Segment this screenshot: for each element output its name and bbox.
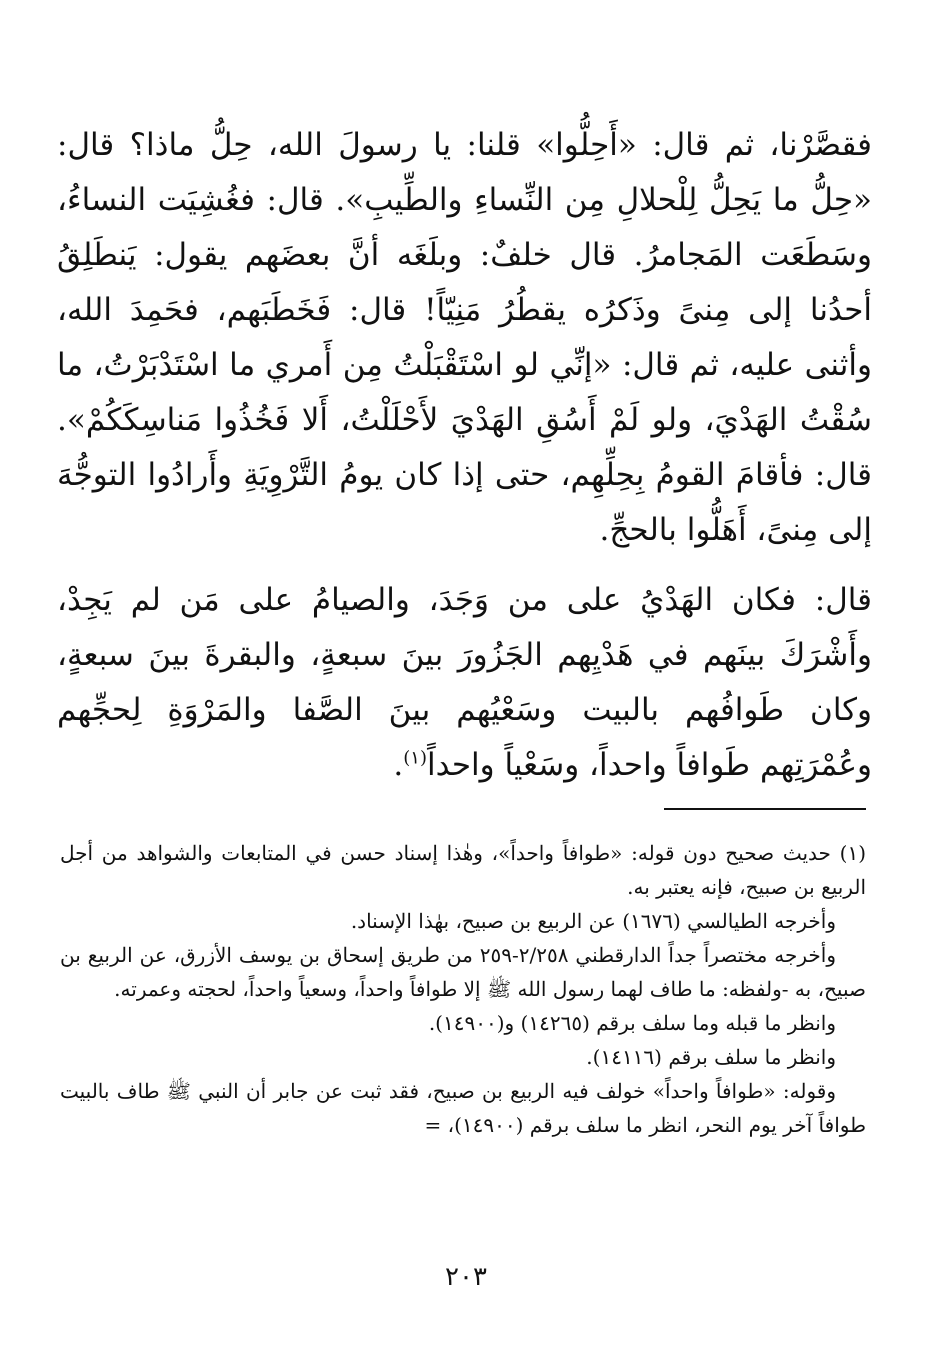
main-paragraph-1: فقصَّرْنا، ثم قال: «أَحِلُّوا» قلنا: يا رسولَ الله، حِلُّ ماذا؟ قال: «حِلُّ ما يَحِلُّ لِلْحلالِ مِن النِّساءِ والطِّيبِ». قال: فغُشِيَت النساءُ، وسَطَعَت المَجامرُ. قال خلفٌ: وبلَغَه أنَّ بعضَهم يقول: يَنطَلِقُ أحدُنا إلى مِنىً وذَكرُه يقطُرُ مَنِيّاً! قال: فَخَطَبَهم، فحَمِدَ الله، وأثنى عليه، ثم قال: «إنِّي لو اسْتَقْبَلْتُ مِن أَمري ما اسْتَدْبَرْتُ، ما سُقْتُ الهَدْيَ، ولو لَمْ أَسُقِ الهَدْيَ لأَحْلَلْتُ، أَلا فَخُذُوا مَناسِكَكُمْ». قال: فأقامَ القومُ بِحِلِّهِم، حتى إذا كان يومُ التَّرْوِيَةِ وأَرادُوا التوجُّهَ إلى مِنىً، أَهَلُّوا بالحجِّ. [57,127,872,548]
main-paragraph-2-end: . [393,747,404,783]
main-text [57,118,872,793]
footnotes [60,836,866,1142]
footnote-line: وانظر ما سلف برقم (١٤١١٦). [586,1045,836,1069]
footnote-marker: (١) [403,747,427,769]
page-number: ٢٠٣ [445,1262,487,1292]
footnote-line: وقوله: «طوافاً واحداً» خولف فيه الربيع بن صبيح، فقد ثبت عن جابر أن النبي ﷺ طاف بالبيت طوافاً آخر يوم النحر، انظر ما سلف برقم (١٤٩٠٠)، = [60,1079,866,1137]
footnote-line: وأخرجه مختصراً جداً الدارقطني ٢/٢٥٨-٢٥٩ من طريق إسحاق بن يوسف الأزرق، عن الربيع بن صبيح، به -ولفظه: ما طاف لهما رسول الله ﷺ إلا طوافاً واحداً، وسعياً واحداً، لحجته وعمرته. [60,943,866,1001]
footnote-divider [664,808,866,810]
footnote-line: وانظر ما قبله وما سلف برقم (١٤٢٦٥) و(١٤٩٠٠). [428,1011,836,1035]
footnote-line: وأخرجه الطيالسي (١٦٧٦) عن الربيع بن صبيح، بهٰذا الإسناد. [350,909,836,933]
main-paragraph-2-text: قال: فكان الهَدْيُ على من وَجَدَ، والصيامُ على مَن لم يَجِدْ، وأَشْرَكَ بينَهم في هَدْيِهم الجَزُورَ بينَ سبعةٍ، والبقرةَ بينَ سبعةٍ، وكان طَوافُهم بالبيت وسَعْيُهم بينَ الصَّفا والمَرْوَةِ لِحجِّهم وعُمْرَتِهم طَوافاً واحداً، وسَعْياً واحداً [57,582,872,783]
main-paragraph-2 [57,573,872,793]
footnote-line: (١) حديث صحيح دون قوله: «طوافاً واحداً»، وهٰذا إسناد حسن في المتابعات والشواهد من أجل الربيع بن صبيح، فإنه يعتبر به. [60,841,866,899]
